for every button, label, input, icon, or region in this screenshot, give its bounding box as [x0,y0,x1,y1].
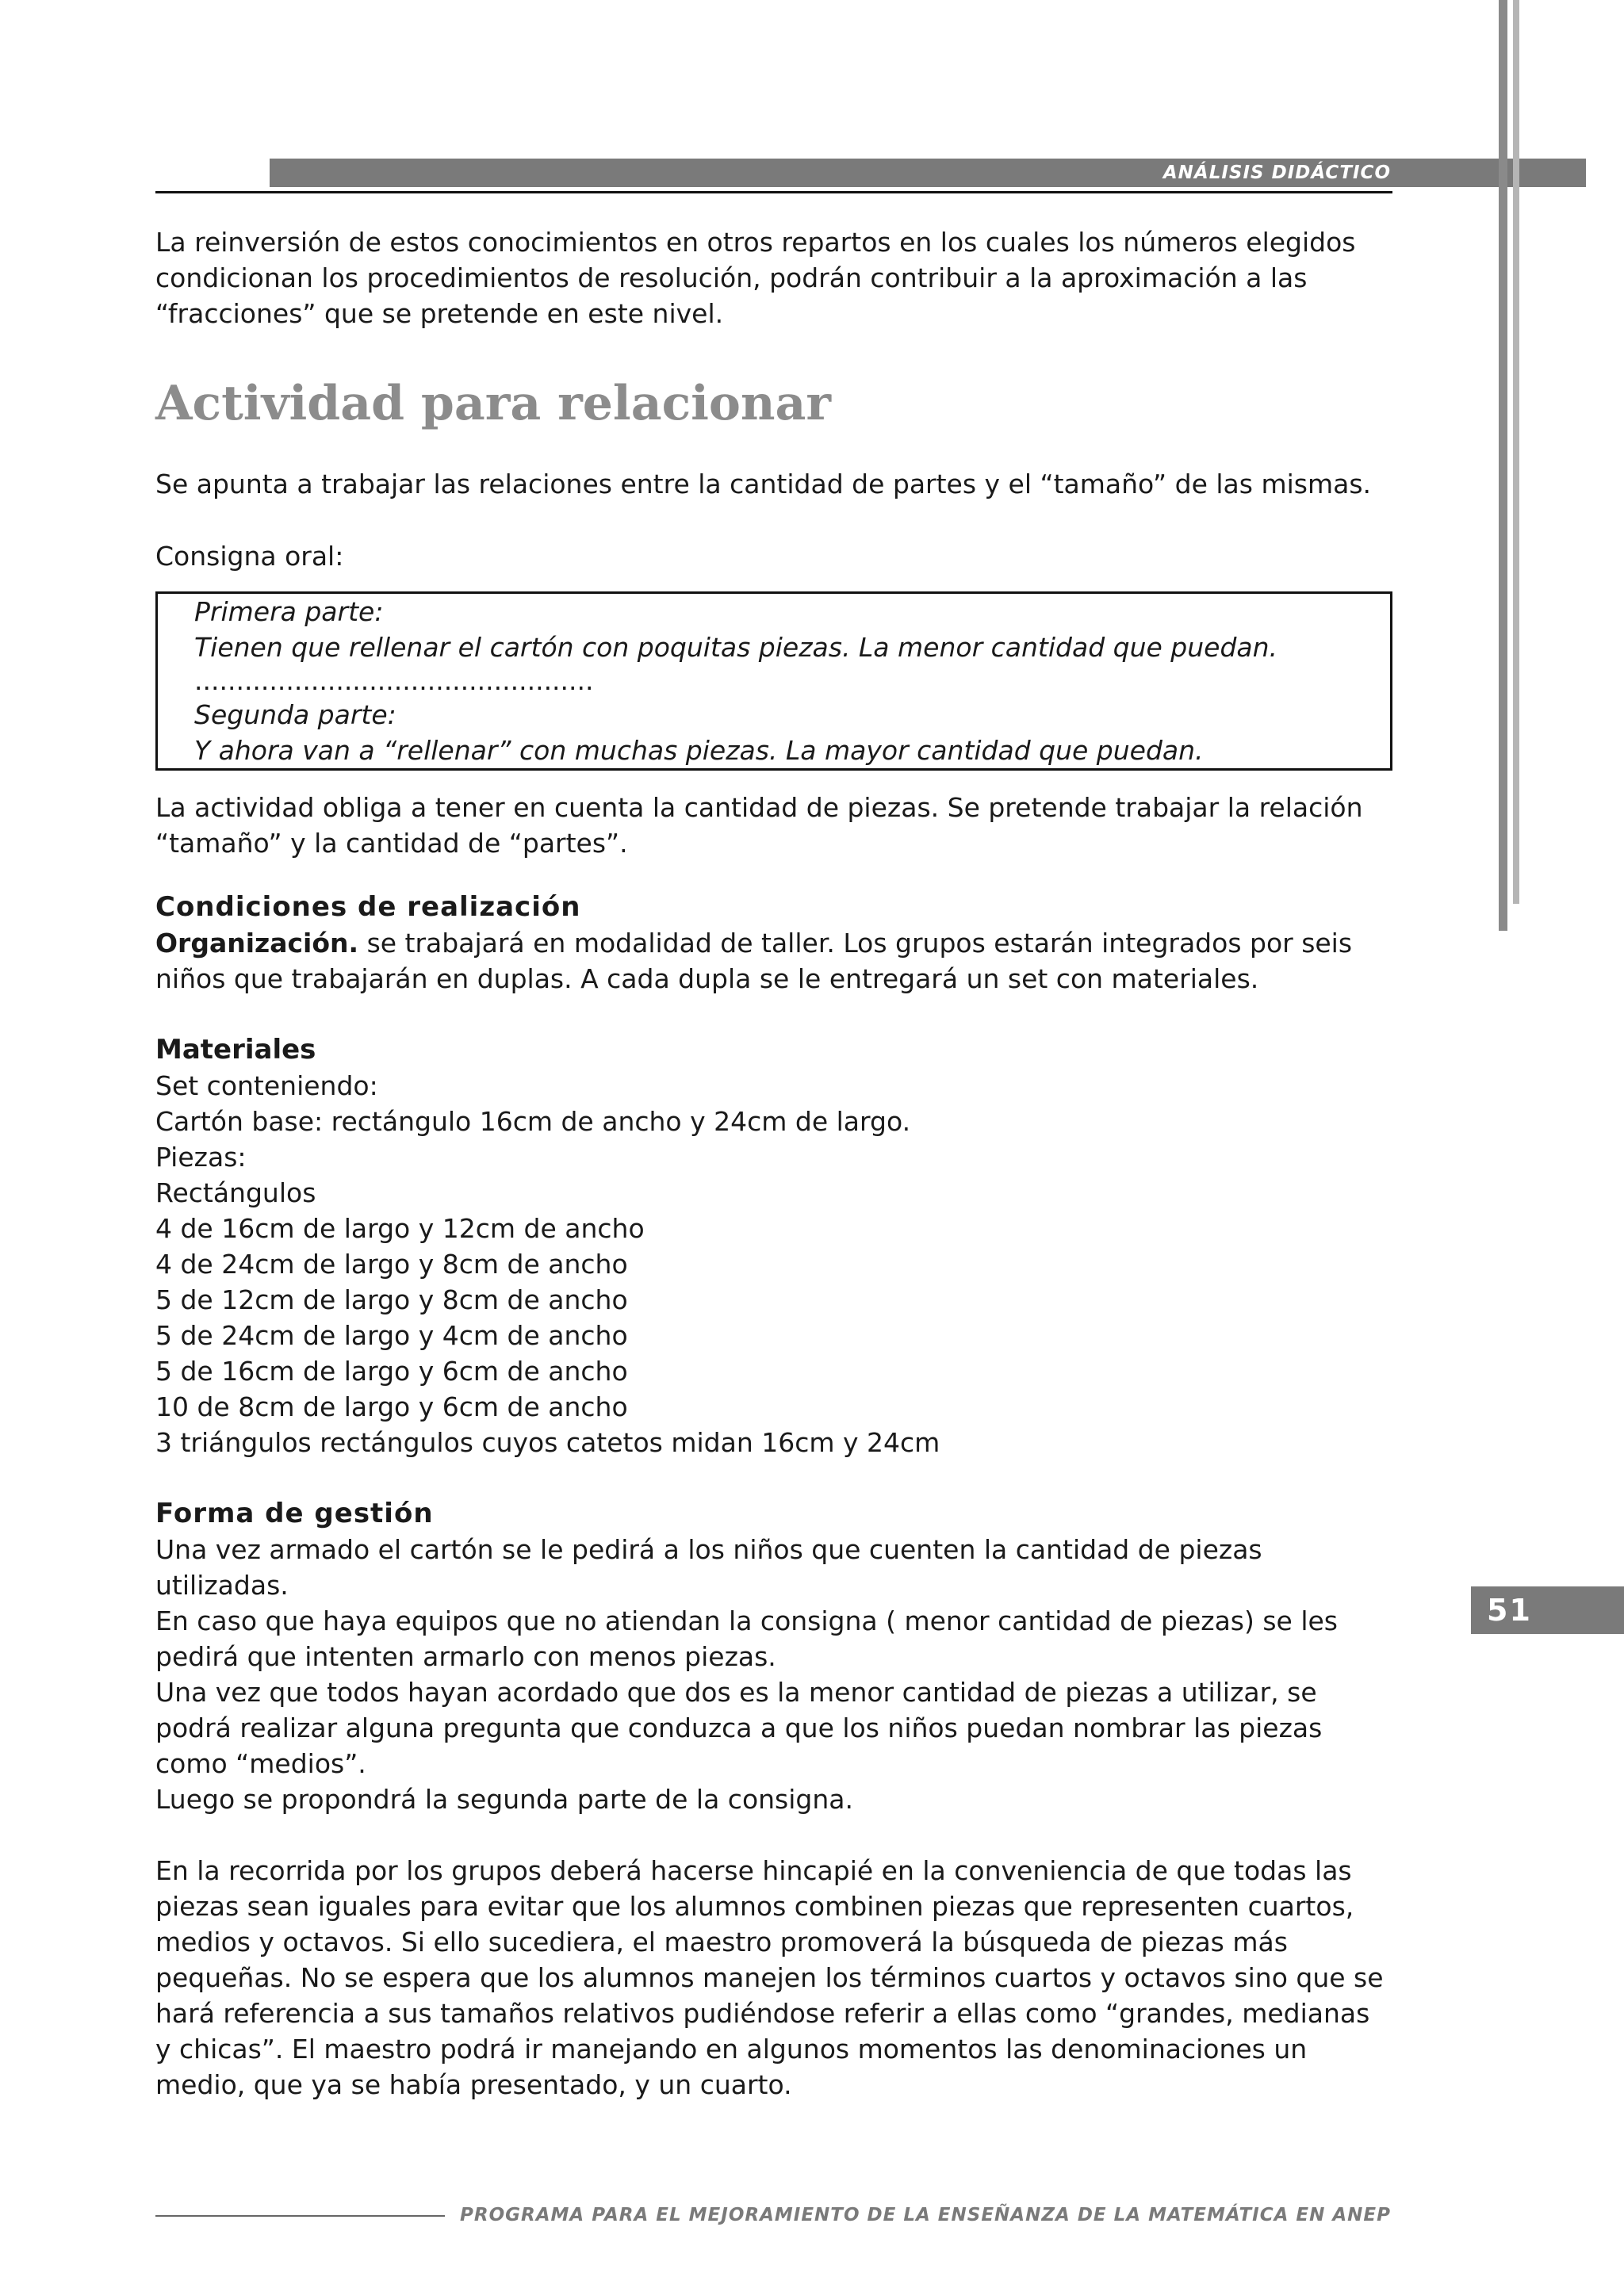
text-line: como “medios”. [155,1748,366,1779]
consigna-label: Consigna oral: [155,541,344,572]
text-line: medios y octavos. Si ello sucediera, el maestro promoverá la búsqueda de piezas más [155,1927,1288,1957]
text-line: La actividad obliga a tener en cuenta la cantidad de piezas. Se pretende trabajar la relación [155,792,1363,823]
gestion-paragraph [155,1532,1392,1817]
text-line: Una vez que todos hayan acordado que dos es la menor cantidad de piezas a utilizar, se [155,1677,1317,1708]
consigna-box [155,591,1392,771]
header-section-title: ANÁLISIS DIDÁCTICO [1162,163,1391,183]
text-line: piezas sean iguales para evitar que los alumnos combinen piezas que representen cuartos, [155,1891,1354,1922]
text-line: medio, que ya se había presentado, y un cuarto. [155,2069,792,2100]
header-rule [155,191,1392,193]
list-item: Set conteniendo: [155,1070,378,1101]
list-item: 10 de 8cm de largo y 6cm de ancho [155,1391,628,1422]
box-dots: ................................................ [194,665,594,696]
box-line: Y ahora van a “rellenar” con muchas piezas. La mayor cantidad que puedan. [194,735,1204,766]
list-item: 4 de 16cm de largo y 12cm de ancho [155,1213,645,1244]
text-line: “fracciones” que se pretende en este nivel. [155,298,724,329]
list-item: 5 de 16cm de largo y 6cm de ancho [155,1356,628,1387]
footer-text: PROGRAMA PARA EL MEJORAMIENTO DE LA ENSEÑANZA DE LA MATEMÁTICA EN ANEP [460,2205,1391,2225]
text-line: hará referencia a sus tamaños relativos pudiéndose referir a ellas como “grandes, medianas [155,1998,1370,2029]
list-item: Rectángulos [155,1177,316,1208]
organization-label: Organización. [155,928,359,959]
organization-text: se trabajará en modalidad de taller. Los grupos estarán integrados por seis [358,928,1353,959]
page-content [155,224,1392,2103]
text-line: pequeñas. No se espera que los alumnos manejen los términos cuartos y octavos sino que se [155,1962,1384,1993]
intro-paragraph [155,224,1392,331]
text-line: condicionan los procedimientos de resolución, podrán contribuir a la aproximación a las [155,262,1308,293]
text-line: podrá realizar alguna pregunta que conduzca a que los niños puedan nombrar las piezas [155,1712,1323,1743]
box-line: Tienen que rellenar el cartón con poquitas piezas. La menor cantidad que puedan. [194,632,1278,663]
side-bar-light [1513,0,1519,904]
list-item: 5 de 12cm de largo y 8cm de ancho [155,1284,628,1315]
final-paragraph [155,1853,1392,2103]
gestion-heading: Forma de gestión [155,1498,434,1529]
text-line: La reinversión de estos conocimientos en otros repartos en los cuales los números elegidos [155,227,1356,258]
box-line: Segunda parte: [194,699,396,730]
list-item: 3 triángulos rectángulos cuyos catetos midan 16cm y 24cm [155,1427,940,1458]
text-line: pedirá que intenten armarlo con menos piezas. [155,1641,776,1672]
section-title: Actividad para relacionar [155,376,832,431]
list-item: Cartón base: rectángulo 16cm de ancho y 24cm de largo. [155,1106,911,1137]
conditions-heading: Condiciones de realización [155,891,581,923]
side-bar-dark [1499,0,1507,931]
footer-rule [155,2215,445,2217]
aim-text: Se apunta a trabajar las relaciones entre la cantidad de partes y el “tamaño” de las mismas. [155,469,1372,499]
text-line: y chicas”. El maestro podrá ir manejando en algunos momentos las denominaciones un [155,2034,1308,2064]
text-line: Una vez armado el cartón se le pedirá a los niños que cuenten la cantidad de piezas utilizadas. [155,1534,1262,1601]
after-box-paragraph [155,790,1392,861]
materials-heading: Materiales [155,1034,316,1066]
organization-line [155,925,1392,961]
page-number: 51 [1487,1593,1532,1628]
text-line: Luego se propondrá la segunda parte de la consigna. [155,1784,853,1815]
list-item: Piezas: [155,1142,247,1173]
text-line: En la recorrida por los grupos deberá hacerse hincapié en la conveniencia de que todas las [155,1855,1352,1886]
box-line: Primera parte: [194,596,384,627]
text-line: niños que trabajarán en duplas. A cada dupla se le entregará un set con materiales. [155,963,1259,994]
materials-list [155,1068,1392,1460]
list-item: 5 de 24cm de largo y 4cm de ancho [155,1320,628,1351]
text-line: En caso que haya equipos que no atiendan la consigna ( menor cantidad de piezas) se les [155,1605,1338,1636]
text-line: “tamaño” y la cantidad de “partes”. [155,828,628,859]
list-item: 4 de 24cm de largo y 8cm de ancho [155,1249,628,1280]
